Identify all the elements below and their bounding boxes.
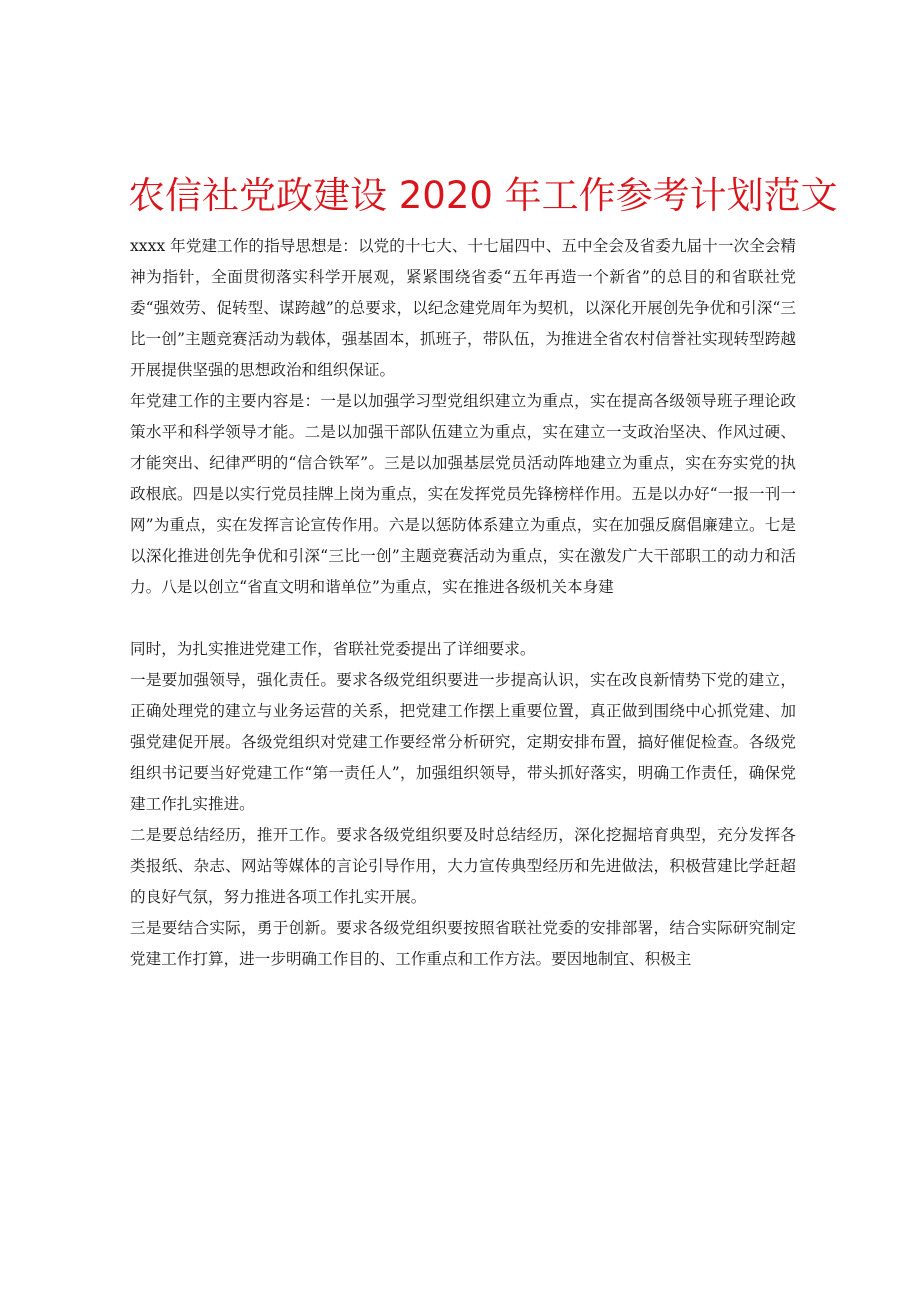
paragraph-main-content: 年党建工作的主要内容是：一是以加强学习型党组织建立为重点，实在提高各级领导班子理论政策水平和科学领导才能。二是以加强干部队伍建立为重点，实在建立一支政治坚决、作风过硬、才能突出、纪律严明的“信合铁军”。三是以加强基层党员活动阵地建立为重点，实在夯实党的执政根底。四是以实行党员挂牌上岗为重点，实在发挥党员先锋榜样作用。五是以办好“一报一刊一网”为重点，实在发挥言论宣传作用。六是以惩防体系建立为重点，实在加强反腐倡廉建立。七是以深化推进创先争优和引深“三比一创”主题竞赛活动为重点，实在激发广大干部职工的动力和活力。八是以创立“省直文明和谐单位”为重点，实在推进各级机关本身建 (130, 392, 796, 596)
paragraph-requirement-3: 三是要结合实际，勇于创新。要求各级党组织要按照省联社党委的安排部署，结合实际研究制定党建工作打算，进一步明确工作目的、工作重点和工作方法。要因地制宜、积极主 (130, 919, 796, 968)
paragraph-requirement-1: 一是要加强领导，强化责任。要求各级党组织要进一步提高认识，实在改良新情势下党的建立，正确处理党的建立与业务运营的关系，把党建工作摆上重要位置，真正做到围绕中心抓党建、加强党建促开展。各级党组织对党建工作要经常分析研究，定期安排布置，搞好催促检查。各级党组织书记要当好党建工作“第一责任人”，加强组织领导，带头抓好落实，明确工作责任，确保党建工作扎实推进。 (130, 671, 796, 813)
document-body (130, 231, 796, 975)
paragraph-spacer (130, 603, 796, 634)
paragraph-requirement-2: 二是要总结经历，推开工作。要求各级党组织要及时总结经历，深化挖掘培育典型，充分发挥各类报纸、杂志、网站等媒体的言论引导作用，大力宣传典型经历和先进做法，积极营建比学赶超的良好气氛，努力推进各项工作扎实开展。 (130, 826, 796, 906)
paragraph-requirements-intro: 同时，为扎实推进党建工作，省联社党委提出了详细要求。 (130, 640, 536, 658)
paragraph-guiding-ideology: xxxx 年党建工作的指导思想是：以党的十七大、十七届四中、五中全会及省委九届十一次全会精神为指针，全面贯彻落实科学开展观，紧紧围绕省委“五年再造一个新省”的总目的和省联社党委“强效劳、促转型、谋跨越”的总要求，以纪念建党周年为契机，以深化开展创先争优和引深“三比一创”主题竞赛活动为载体，强基固本，抓班子，带队伍，为推进全省农村信誉社实现转型跨越开展提供坚强的思想政治和组织保证。 (130, 237, 796, 379)
document-title: 农信社党政建设 2020 年工作参考计划范文 (128, 174, 838, 217)
